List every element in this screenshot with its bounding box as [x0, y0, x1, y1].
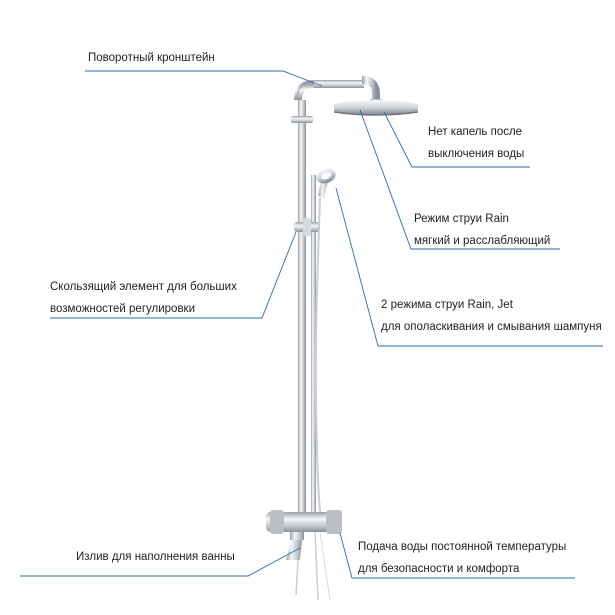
callout-text: Поворотный кронштейн	[88, 52, 215, 64]
leader-swivel	[85, 71, 322, 86]
callout-slider-element	[50, 276, 237, 320]
riser-pipe	[291, 80, 376, 520]
callout-text: Скользящий элемент для больших	[50, 281, 237, 293]
callout-text: мягкий и расслабляющий	[414, 235, 551, 247]
callout-text: возможностей регулировки	[50, 303, 196, 315]
callout-text: Нет капель после	[428, 126, 523, 138]
callout-rain-mode	[414, 208, 550, 252]
callout-bath-spout	[76, 546, 235, 568]
callout-text: для ополаскивания и смывания шампуня	[381, 321, 602, 333]
callout-text: для безопасности и комфорта	[358, 563, 520, 575]
hand-shower	[314, 166, 338, 198]
callout-text: Излив для наполнения ванны	[76, 551, 235, 563]
callout-text: выключения воды	[428, 148, 525, 160]
callout-text: Режим струи Rain	[414, 213, 509, 225]
callout-swivel-bracket	[88, 47, 215, 69]
callout-hand-shower-modes	[381, 294, 602, 338]
callout-thermostat	[358, 536, 566, 580]
thermostat-mixer	[266, 510, 342, 560]
overhead-shower-head	[334, 99, 418, 115]
callout-text: Подача воды постоянной температуры	[358, 541, 567, 553]
callout-text: 2 режима струи Rain, Jet	[381, 299, 513, 311]
shower-hose	[316, 198, 322, 530]
callout-no-drip	[428, 121, 524, 165]
